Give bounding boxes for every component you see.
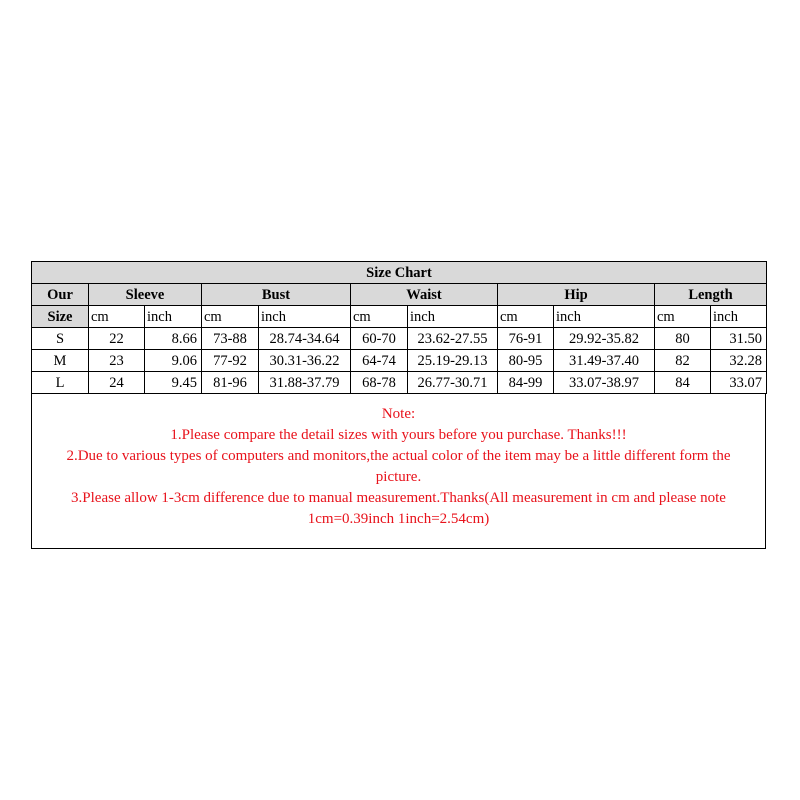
length-header: Length bbox=[655, 284, 767, 306]
bust-cm-cell: 73-88 bbox=[202, 328, 259, 350]
unit-cm: cm bbox=[498, 306, 554, 328]
unit-inch: inch bbox=[554, 306, 655, 328]
unit-cm: cm bbox=[89, 306, 145, 328]
bust-inch-cell: 30.31-36.22 bbox=[259, 350, 351, 372]
bust-cm-cell: 81-96 bbox=[202, 372, 259, 394]
length-cm-cell: 80 bbox=[655, 328, 711, 350]
note-line-2b: picture. bbox=[375, 469, 422, 485]
table-row bbox=[32, 328, 767, 350]
waist-header: Waist bbox=[351, 284, 498, 306]
unit-inch: inch bbox=[408, 306, 498, 328]
bust-inch-cell: 31.88-37.79 bbox=[259, 372, 351, 394]
sleeve-cm-cell: 23 bbox=[89, 350, 145, 372]
table-title: Size Chart bbox=[32, 262, 767, 284]
sleeve-inch-cell: 8.66 bbox=[145, 328, 202, 350]
size-cell: S bbox=[32, 328, 89, 350]
hip-cm-cell: 76-91 bbox=[498, 328, 554, 350]
size-cell: L bbox=[32, 372, 89, 394]
notes-box bbox=[31, 394, 766, 549]
table-row bbox=[32, 350, 767, 372]
length-inch-cell: 33.07 bbox=[711, 372, 767, 394]
size-chart bbox=[31, 261, 766, 549]
waist-cm-cell: 60-70 bbox=[351, 328, 408, 350]
length-inch-cell: 31.50 bbox=[711, 328, 767, 350]
hip-header: Hip bbox=[498, 284, 655, 306]
waist-cm-cell: 64-74 bbox=[351, 350, 408, 372]
unit-cm: cm bbox=[351, 306, 408, 328]
notes-heading: Note: bbox=[381, 406, 416, 422]
hip-cm-cell: 84-99 bbox=[498, 372, 554, 394]
sleeve-inch-cell: 9.45 bbox=[145, 372, 202, 394]
hip-inch-cell: 29.92-35.82 bbox=[554, 328, 655, 350]
sleeve-cm-cell: 24 bbox=[89, 372, 145, 394]
length-inch-cell: 32.28 bbox=[711, 350, 767, 372]
unit-cm: cm bbox=[202, 306, 259, 328]
unit-cm: cm bbox=[655, 306, 711, 328]
note-line-1: 1.Please compare the detail sizes with yours before you purchase. Thanks!!! bbox=[170, 427, 627, 443]
note-line-3b: 1cm=0.39inch 1inch=2.54cm) bbox=[307, 511, 490, 527]
sleeve-cm-cell: 22 bbox=[89, 328, 145, 350]
waist-cm-cell: 68-78 bbox=[351, 372, 408, 394]
bust-cm-cell: 77-92 bbox=[202, 350, 259, 372]
hip-cm-cell: 80-95 bbox=[498, 350, 554, 372]
size-chart-table bbox=[31, 261, 767, 394]
size-cell: M bbox=[32, 350, 89, 372]
note-line-2a: 2.Due to various types of computers and monitors,the actual color of the item may be a little different form the bbox=[66, 448, 731, 464]
unit-inch: inch bbox=[711, 306, 767, 328]
length-cm-cell: 82 bbox=[655, 350, 711, 372]
waist-inch-cell: 26.77-30.71 bbox=[408, 372, 498, 394]
hip-inch-cell: 31.49-37.40 bbox=[554, 350, 655, 372]
waist-inch-cell: 23.62-27.55 bbox=[408, 328, 498, 350]
unit-inch: inch bbox=[145, 306, 202, 328]
size-header-bottom: Size bbox=[32, 306, 89, 328]
waist-inch-cell: 25.19-29.13 bbox=[408, 350, 498, 372]
hip-inch-cell: 33.07-38.97 bbox=[554, 372, 655, 394]
sleeve-inch-cell: 9.06 bbox=[145, 350, 202, 372]
note-line-3a: 3.Please allow 1-3cm difference due to manual measurement.Thanks(All measurement in cm and please note bbox=[71, 490, 726, 506]
bust-inch-cell: 28.74-34.64 bbox=[259, 328, 351, 350]
unit-inch: inch bbox=[259, 306, 351, 328]
sleeve-header: Sleeve bbox=[89, 284, 202, 306]
length-cm-cell: 84 bbox=[655, 372, 711, 394]
bust-header: Bust bbox=[202, 284, 351, 306]
table-row bbox=[32, 372, 767, 394]
size-header-top: Our bbox=[32, 284, 89, 306]
